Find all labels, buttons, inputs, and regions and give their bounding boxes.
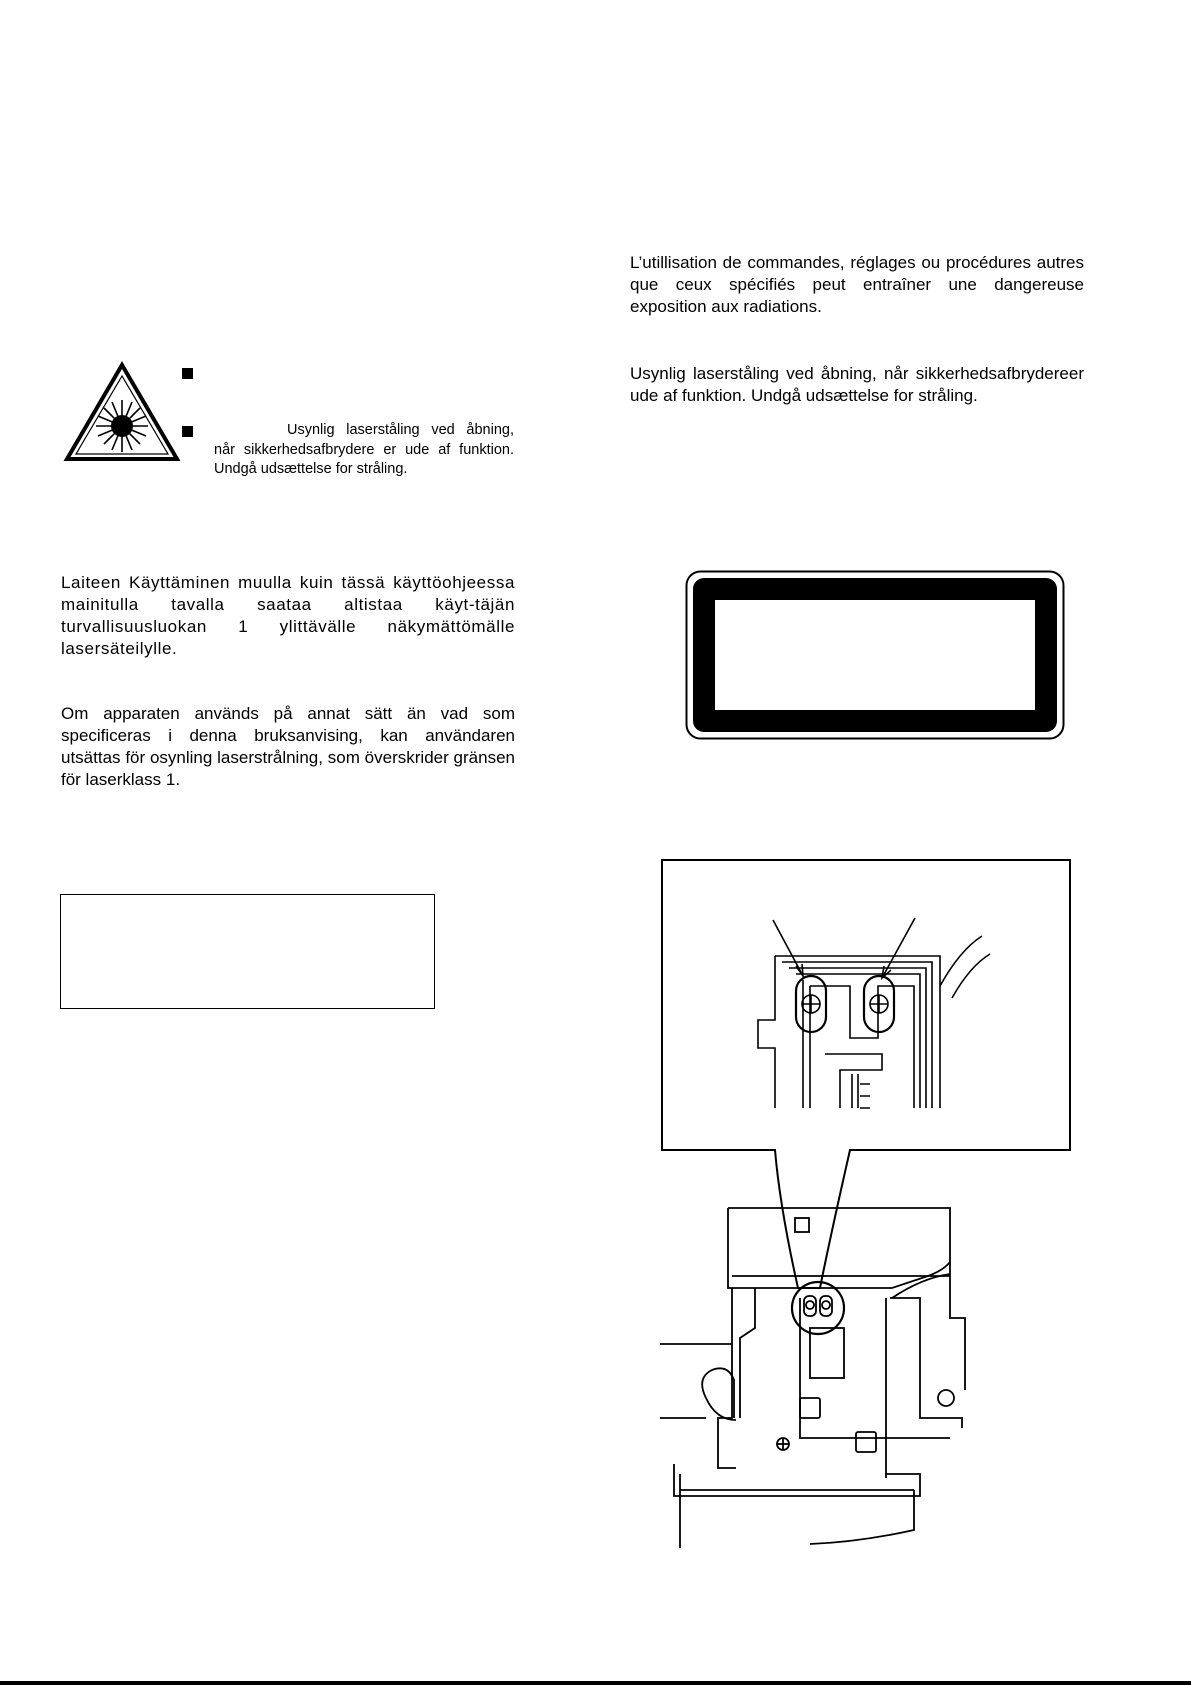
danish-warning-text-right: Usynlig laserståling ved åbning, når sikkerhedsafbrydereer ude af funktion. Undgå udsættelse for stråling.	[630, 364, 1084, 405]
blank-notice-box	[60, 894, 435, 1009]
pickup-adjustment-diagram	[660, 858, 1075, 1548]
square-bullet-icon	[182, 426, 193, 437]
page-bottom-rule	[0, 1681, 1191, 1685]
laser-warning-triangle-icon	[64, 362, 180, 462]
french-warning-text: L’utillisation de commandes, réglages ou procédures autres que ceux spécifiés peut entraîner une dangereuse exposition aux radiations.	[630, 253, 1084, 316]
finnish-warning-text: Laiteen Käyttäminen muulla kuin tässä käyttöohjeessa mainitulla tavalla saataa altistaa käyt-täjän turvallisuusluokan 1 ylittävälle näkymättömälle lasersäteilylle.	[61, 573, 515, 658]
square-bullet-icon	[182, 368, 193, 379]
laser-class-label	[685, 570, 1065, 740]
swedish-warning-text: Om apparaten används på annat sätt än vad som specificeras i denna bruksanvising, kan användaren utsättas för osynling laserstrålning, som överskrider gränsen för laserklass 1.	[61, 704, 515, 789]
danish-warning-text-left: Usynlig laserståling ved åbning, når sikkerhedsafbrydere er ude af funktion. Undgå udsættelse for stråling.	[214, 422, 514, 477]
